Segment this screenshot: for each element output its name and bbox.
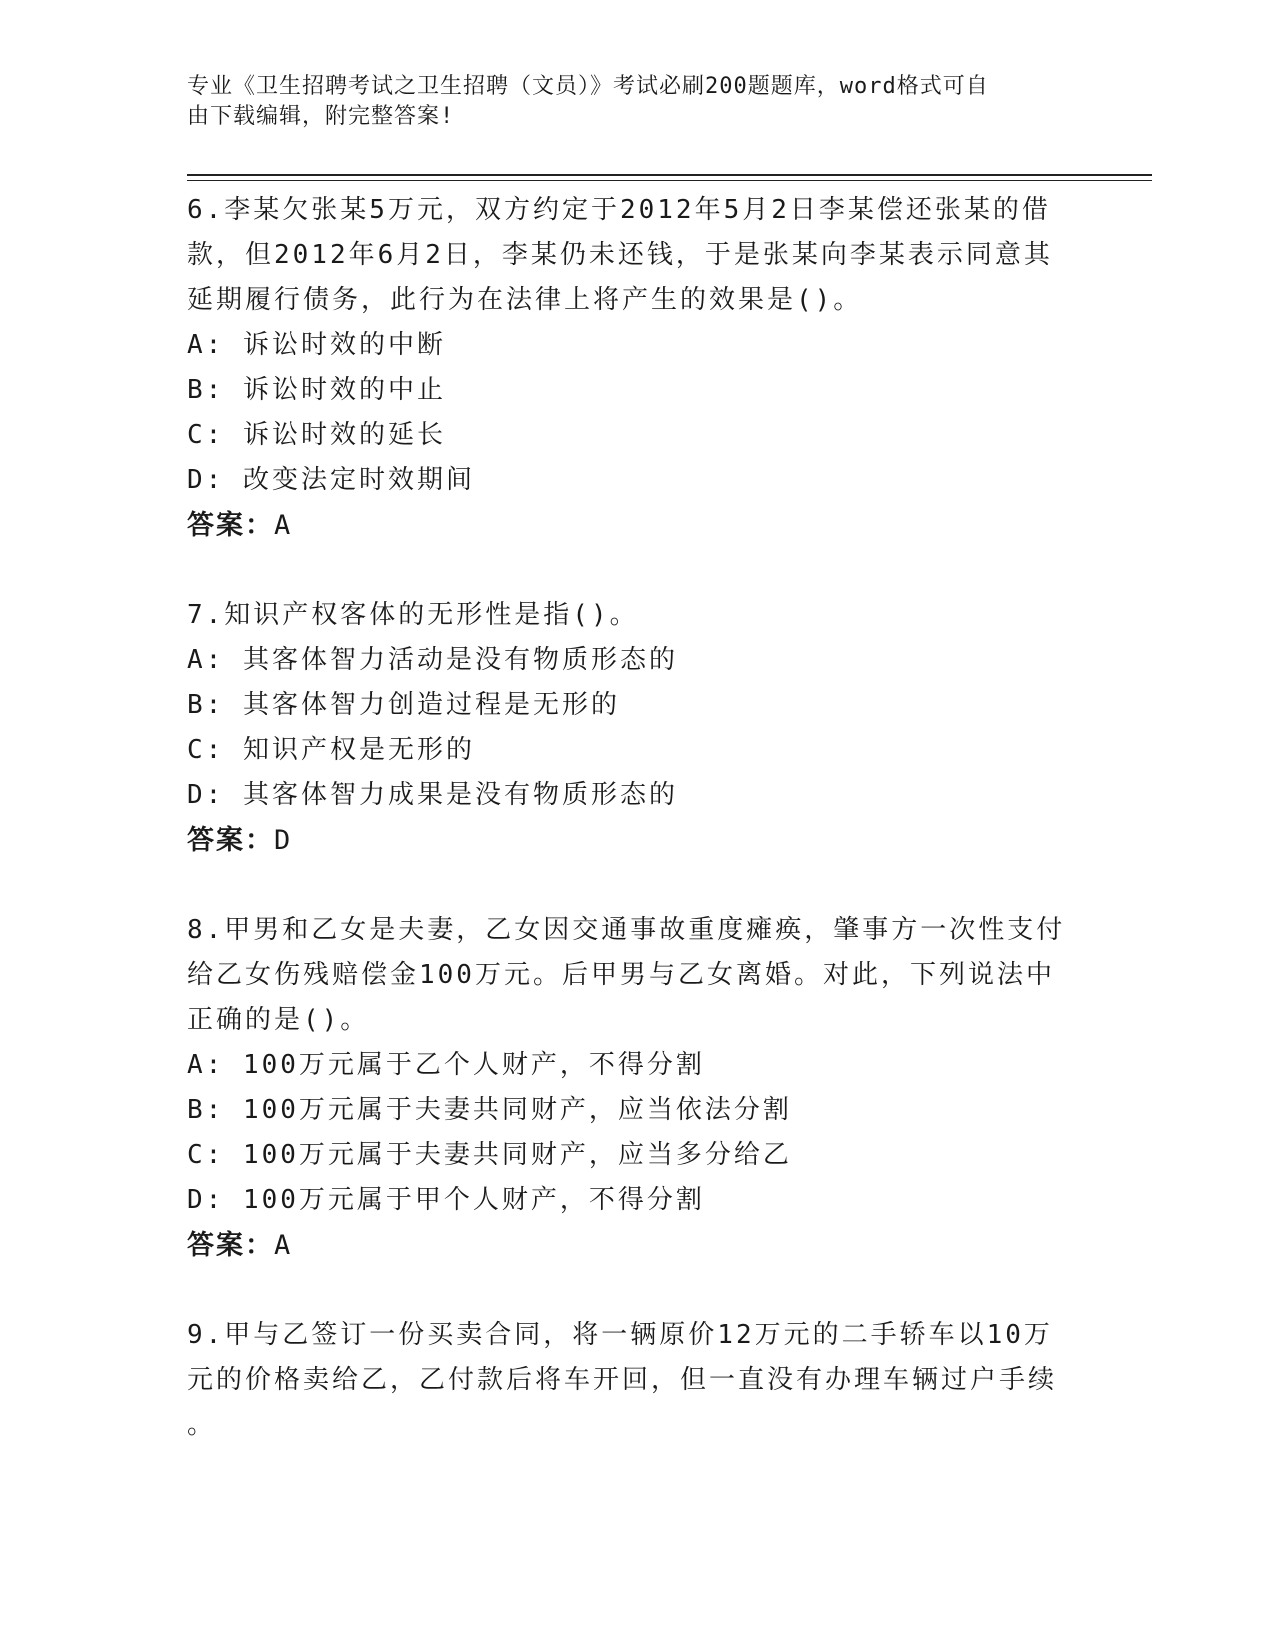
option-a: A: 诉讼时效的中断 <box>187 330 446 360</box>
question-item <box>187 593 1087 863</box>
answer-line <box>187 1223 1087 1268</box>
header-line-2: 由下载编辑，附完整答案! <box>187 104 455 129</box>
question-stem <box>187 908 1087 1043</box>
option-d: D: 100万元属于甲个人财产，不得分割 <box>187 1185 705 1215</box>
answer-line <box>187 503 1087 548</box>
stem-line: 款，但2012年6月2日，李某仍未还钱，于是张某向李某表示同意其 <box>187 240 1053 270</box>
header-divider-thick <box>187 174 1152 176</box>
header-line-1: 专业《卫生招聘考试之卫生招聘（文员）》考试必刷200题题库，word格式可自 <box>187 74 989 99</box>
option-b: B: 100万元属于夫妻共同财产，应当依法分割 <box>187 1095 792 1125</box>
stem-line: 8.甲男和乙女是夫妻，乙女因交通事故重度瘫痪，肇事方一次性支付 <box>187 915 1066 945</box>
stem-line: 延期履行债务，此行为在法律上将产生的效果是()。 <box>187 285 863 315</box>
option-a: A: 其客体智力活动是没有物质形态的 <box>187 645 678 675</box>
option-c: C: 诉讼时效的延长 <box>187 420 446 450</box>
option-d: D: 其客体智力成果是没有物质形态的 <box>187 780 678 810</box>
stem-line: 。 <box>187 1410 217 1440</box>
question-stem <box>187 1313 1087 1448</box>
question-item <box>187 1313 1087 1448</box>
question-stem <box>187 188 1087 323</box>
option-b: B: 诉讼时效的中止 <box>187 375 446 405</box>
stem-line: 给乙女伤残赔偿金100万元。后甲男与乙女离婚。对此，下列说法中 <box>187 960 1055 990</box>
stem-line: 元的价格卖给乙，乙付款后将车开回，但一直没有办理车辆过户手续 <box>187 1365 1058 1395</box>
answer-value: D <box>274 825 293 856</box>
option-c: C: 100万元属于夫妻共同财产，应当多分给乙 <box>187 1140 792 1170</box>
answer-line <box>187 818 1087 863</box>
header-divider-thin <box>187 180 1152 181</box>
option-a: A: 100万元属于乙个人财产，不得分割 <box>187 1050 705 1080</box>
answer-label: 答案： <box>187 825 274 856</box>
answer-value: A <box>274 1230 293 1261</box>
document-header <box>187 72 1067 132</box>
stem-line: 6.李某欠张某5万元，双方约定于2012年5月2日李某偿还张某的借 <box>187 195 1051 225</box>
stem-line: 7.知识产权客体的无形性是指()。 <box>187 600 639 630</box>
stem-line: 正确的是()。 <box>187 1005 370 1035</box>
answer-value: A <box>274 510 293 541</box>
question-list <box>187 188 1087 1448</box>
stem-line: 9.甲与乙签订一份买卖合同，将一辆原价12万元的二手轿车以10万 <box>187 1320 1053 1350</box>
question-stem <box>187 593 1087 638</box>
question-item <box>187 188 1087 548</box>
answer-label: 答案： <box>187 1230 274 1261</box>
option-d: D: 改变法定时效期间 <box>187 465 475 495</box>
question-item <box>187 908 1087 1268</box>
option-c: C: 知识产权是无形的 <box>187 735 475 765</box>
answer-label: 答案： <box>187 510 274 541</box>
option-b: B: 其客体智力创造过程是无形的 <box>187 690 620 720</box>
